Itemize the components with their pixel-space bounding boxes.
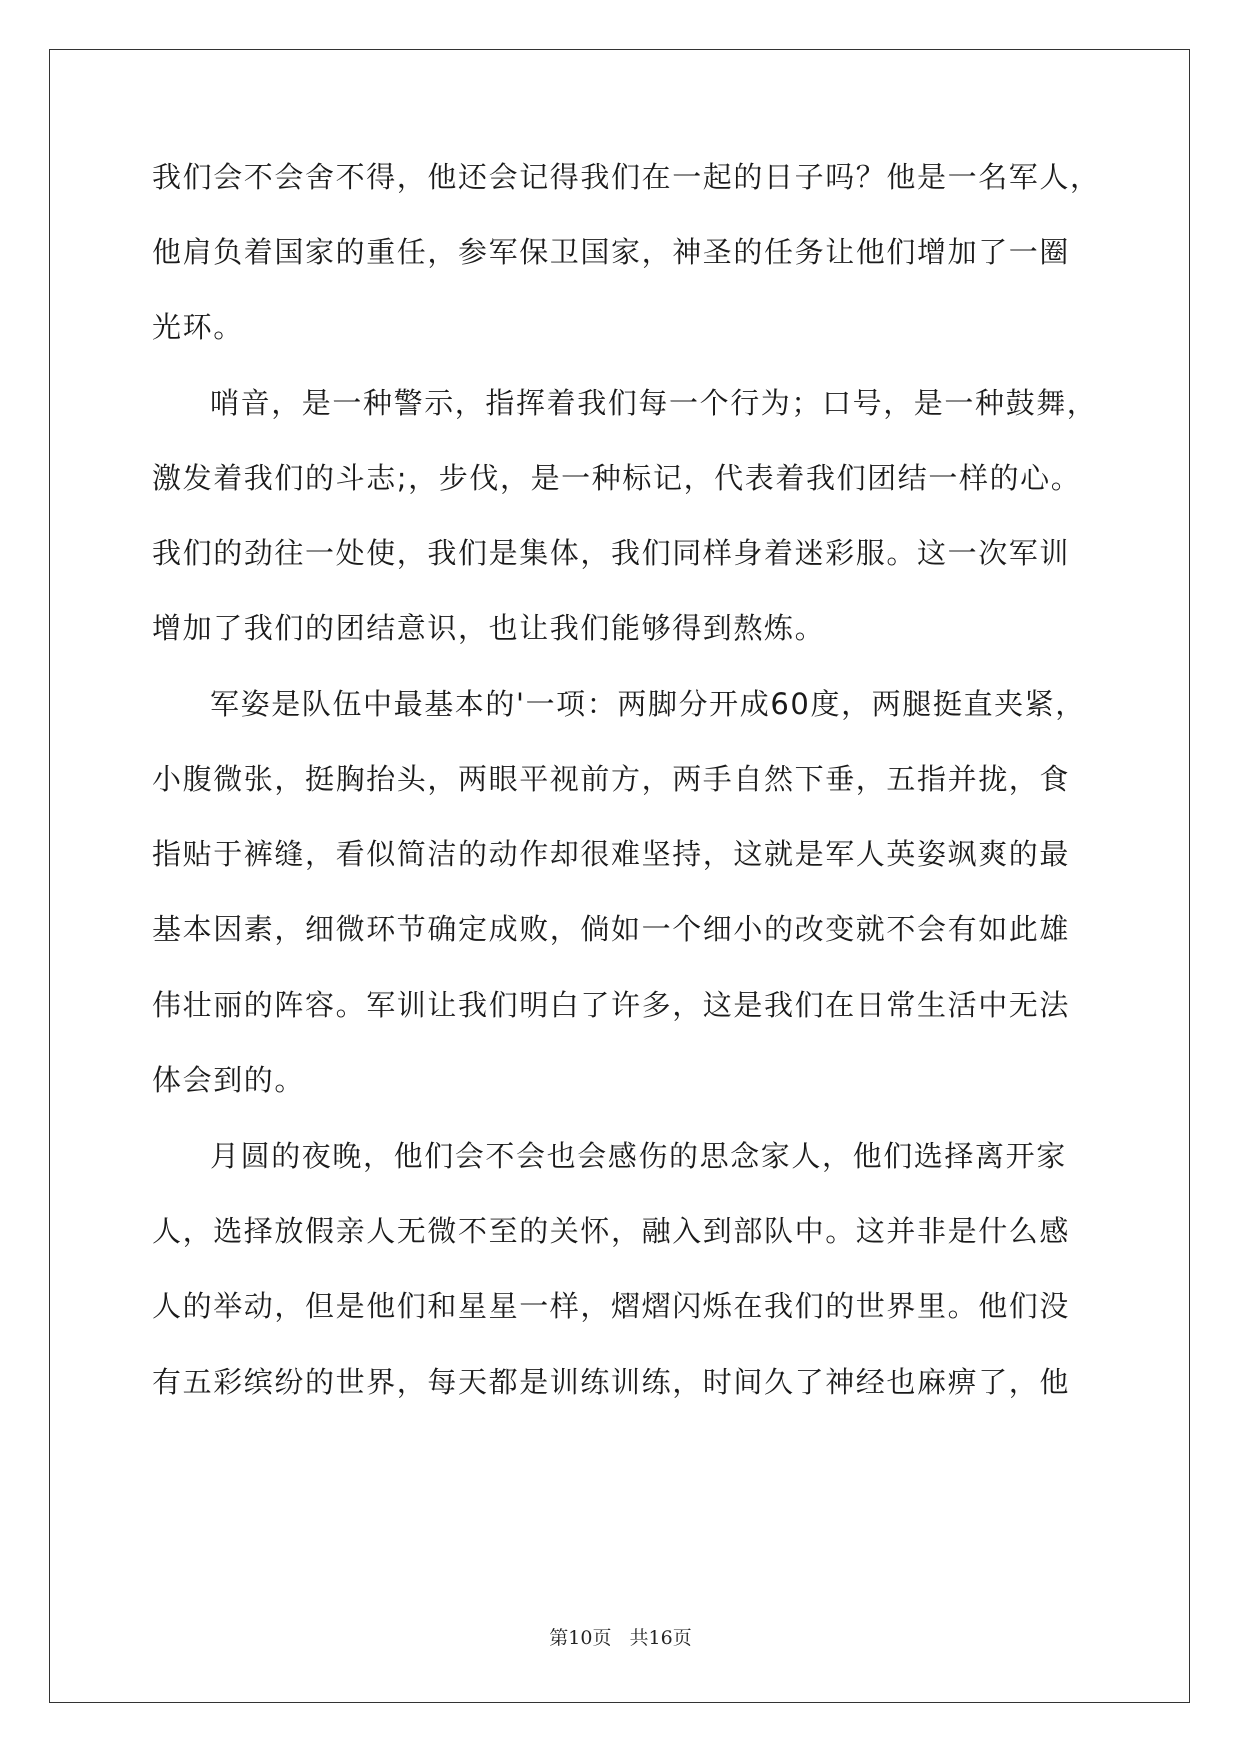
paragraph-line: 有五彩缤纷的世界，每天都是训练训练，时间久了神经也麻痹了，他 [152, 1365, 1071, 1399]
paragraph-line: 指贴于裤缝，看似简洁的动作却很难坚持，这就是军人英姿飒爽的最 [152, 837, 1071, 871]
paragraph-line: 人的举动，但是他们和星星一样，熠熠闪烁在我们的世界里。他们没 [152, 1289, 1071, 1323]
paragraph-line: 他肩负着国家的重任，参军保卫国家，神圣的任务让他们增加了一圈 [152, 235, 1071, 269]
paragraph-line: 增加了我们的团结意识，也让我们能够得到熬炼。 [152, 611, 826, 645]
paragraph-line: 伟壮丽的阵容。军训让我们明白了许多，这是我们在日常生活中无法 [152, 988, 1071, 1022]
page-number: 第10页 [549, 1627, 612, 1649]
paragraph-line: 人，选择放假亲人无微不至的关怀，融入到部队中。这并非是什么感 [152, 1214, 1071, 1248]
paragraph-line: 我们的劲往一处使，我们是集体，我们同样身着迷彩服。这一次军训 [152, 536, 1071, 570]
paragraph-line: 哨音，是一种警示，指挥着我们每一个行为；口号，是一种鼓舞， [210, 386, 1098, 420]
paragraph-line: 基本因素，细微环节确定成败，倘如一个细小的改变就不会有如此雄 [152, 912, 1071, 946]
paragraph-line: 我们会不会舍不得，他还会记得我们在一起的日子吗？他是一名军人， [152, 160, 1101, 194]
paragraph-line: 体会到的。 [152, 1063, 306, 1097]
page-border [49, 49, 1190, 1703]
paragraph-line: 小腹微张，挺胸抬头，两眼平视前方，两手自然下垂，五指并拢，食 [152, 762, 1071, 796]
page-total: 共16页 [629, 1627, 692, 1649]
paragraph-line: 光环。 [152, 310, 244, 344]
paragraph-line: 激发着我们的斗志;，步伐，是一种标记，代表着我们团结一样的心。 [152, 461, 1082, 495]
paragraph-line: 月圆的夜晚，他们会不会也会感伤的思念家人，他们选择离开家 [210, 1139, 1067, 1173]
page-footer [0, 1623, 1241, 1650]
paragraph-line: 军姿是队伍中最基本的'一项：两脚分开成60度，两腿挺直夹紧， [210, 687, 1086, 721]
